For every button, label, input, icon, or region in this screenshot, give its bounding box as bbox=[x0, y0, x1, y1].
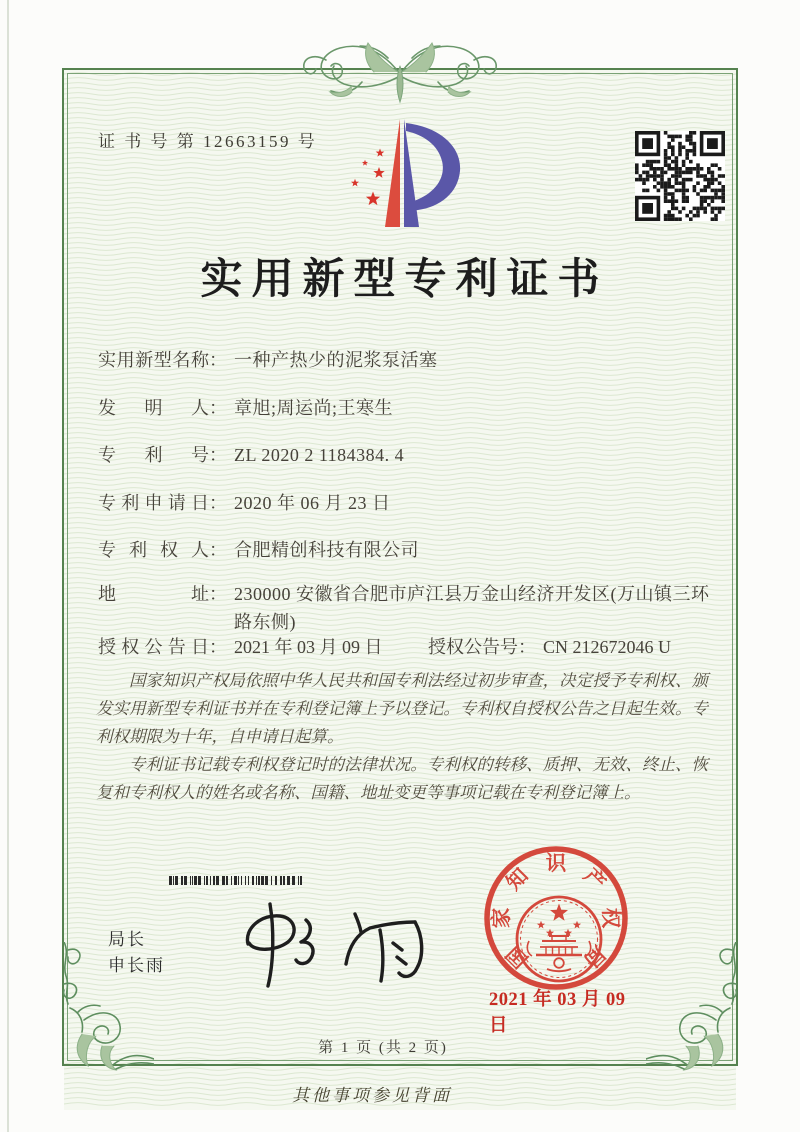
field-row-patentee bbox=[98, 536, 714, 564]
field-label: 授权公告日 bbox=[98, 637, 209, 657]
field-value: 2020 年 06 月 23 日 bbox=[234, 493, 391, 513]
field-value: 合肥精创科技有限公司 bbox=[234, 540, 419, 560]
field-row-grant bbox=[98, 633, 714, 661]
seal-date: 2021 年 03 月 09 日 bbox=[489, 990, 626, 1036]
svg-text:知: 知 bbox=[502, 864, 533, 895]
official-seal-icon bbox=[481, 843, 631, 993]
ornament-top-icon bbox=[288, 22, 512, 118]
svg-text:国: 国 bbox=[502, 941, 533, 972]
field-label: 授权公告号 bbox=[428, 637, 518, 657]
field-value: 230000 安徽省合肥市庐江县万金山经济开发区(万山镇三环路东侧) bbox=[234, 584, 710, 632]
field-label: 实用新型名称 bbox=[98, 350, 209, 370]
field-colon: ： bbox=[518, 637, 536, 657]
back-note: 其他事项参见背面 bbox=[292, 1086, 452, 1105]
legal-paragraph: 专利证书记载专利权登记时的法律状况。专利权的转移、质押、无效、终止、恢复和专利权人的姓名或名称、国籍、地址变更等事项记载在专利登记簿上。 bbox=[96, 755, 708, 802]
field-label: 发明人 bbox=[98, 398, 209, 418]
svg-text:识: 识 bbox=[545, 853, 567, 875]
field-colon: ： bbox=[209, 540, 227, 560]
field-colon: ： bbox=[209, 584, 227, 604]
field-colon: ： bbox=[209, 445, 227, 465]
field-row-address bbox=[98, 580, 714, 636]
field-value: ZL 2020 2 1184384. 4 bbox=[234, 445, 405, 465]
page-title: 实用新型专利证书 bbox=[200, 257, 609, 303]
field-label: 专利权人 bbox=[98, 540, 209, 560]
field-value: 章旭;周运尚;王寒生 bbox=[234, 398, 394, 418]
field-row-name bbox=[98, 346, 714, 374]
field-row-filing-date bbox=[98, 489, 714, 517]
field-value: 2021 年 03 月 09 日 bbox=[234, 637, 383, 657]
director-signature bbox=[218, 884, 450, 996]
certificate-number: 证 书 号 第 12663159 号 bbox=[98, 132, 318, 151]
field-row-inventors bbox=[98, 394, 714, 422]
signer-title: 局长 bbox=[108, 930, 146, 949]
field-value: 一种产热少的泥浆泵活塞 bbox=[234, 350, 438, 370]
svg-text:局: 局 bbox=[579, 941, 610, 972]
field-label: 地址 bbox=[98, 584, 209, 604]
svg-text:家: 家 bbox=[491, 907, 513, 929]
field-label: 专利号 bbox=[98, 445, 209, 465]
legal-text bbox=[96, 667, 708, 807]
field-value: CN 212672046 U bbox=[543, 637, 672, 657]
cnipa-logo-icon bbox=[340, 113, 470, 235]
scan-edge-line bbox=[7, 0, 9, 1132]
signer-name: 申长雨 bbox=[108, 956, 165, 975]
field-colon: ： bbox=[209, 398, 227, 418]
field-colon: ： bbox=[209, 493, 227, 513]
field-colon: ： bbox=[209, 637, 227, 657]
qr-code bbox=[635, 131, 725, 221]
svg-text:权: 权 bbox=[599, 907, 621, 929]
field-row-patent-number bbox=[98, 441, 714, 469]
legal-paragraph: 国家知识产权局依照中华人民共和国专利法经过初步审查，决定授予专利权、颁发实用新型专利证书并在专利登记簿上予以登记。专利权自授权公告之日起生效。专利权期限为十年，自申请日起算。 bbox=[96, 671, 708, 746]
field-colon: ： bbox=[209, 350, 227, 370]
svg-text:产: 产 bbox=[579, 864, 610, 895]
page-number: 第 1 页 (共 2 页) bbox=[318, 1040, 448, 1056]
field-label: 专利申请日 bbox=[98, 493, 209, 513]
